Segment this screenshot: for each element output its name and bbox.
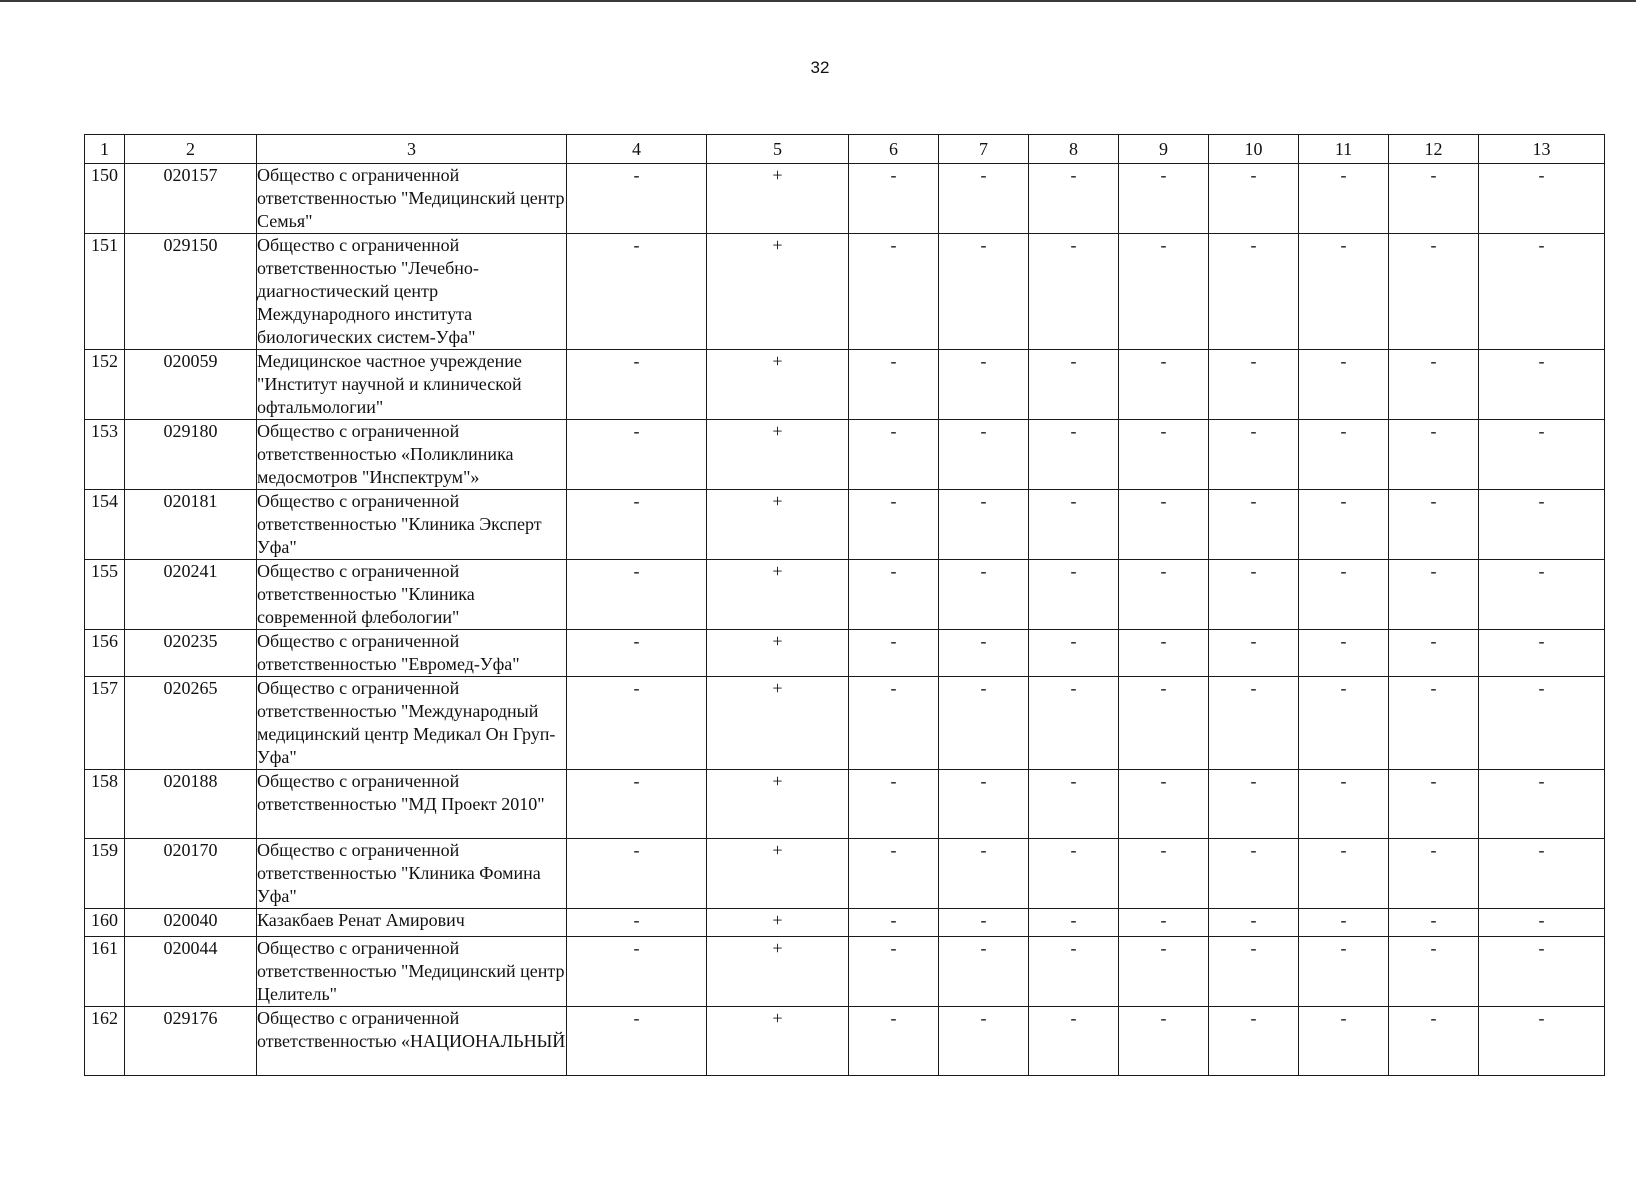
mark-cell-col-8: - [1029, 909, 1119, 937]
org-name-cell: Общество с ограниченной ответственностью "Клиника Эксперт Уфа" [257, 490, 567, 560]
mark-cell-col-6: - [849, 164, 939, 234]
mark-cell-col-6: - [849, 1007, 939, 1076]
mark-cell-col-6: - [849, 909, 939, 937]
row-number-cell: 153 [85, 420, 125, 490]
mark-cell-col-7: - [939, 1007, 1029, 1076]
org-code-cell: 029150 [125, 234, 257, 350]
org-name-cell: Общество с ограниченной ответственностью "МД Проект 2010" [257, 770, 567, 839]
row-number-cell: 156 [85, 630, 125, 677]
mark-cell-col-11: - [1299, 420, 1389, 490]
mark-cell-col-5: + [707, 839, 849, 909]
mark-cell-col-9: - [1119, 560, 1209, 630]
mark-cell-col-6: - [849, 839, 939, 909]
mark-cell-col-11: - [1299, 1007, 1389, 1076]
mark-cell-col-13: - [1479, 490, 1605, 560]
column-header-9: 9 [1119, 135, 1209, 164]
mark-cell-col-11: - [1299, 630, 1389, 677]
mark-cell-col-11: - [1299, 164, 1389, 234]
table-row [85, 839, 1605, 909]
column-header-2: 2 [125, 135, 257, 164]
mark-cell-col-12: - [1389, 490, 1479, 560]
mark-cell-col-9: - [1119, 420, 1209, 490]
mark-cell-col-12: - [1389, 164, 1479, 234]
mark-cell-col-10: - [1209, 937, 1299, 1007]
mark-cell-col-10: - [1209, 677, 1299, 770]
org-name-cell: Общество с ограниченной ответственностью "Лечебно-диагностический центр Международного института биологических систем-Уфа" [257, 234, 567, 350]
table-row [85, 490, 1605, 560]
mark-cell-col-11: - [1299, 839, 1389, 909]
mark-cell-col-5: + [707, 350, 849, 420]
row-number-cell: 154 [85, 490, 125, 560]
row-number-cell: 150 [85, 164, 125, 234]
org-name-cell: Общество с ограниченной ответственностью "Медицинский центр Целитель" [257, 937, 567, 1007]
mark-cell-col-11: - [1299, 677, 1389, 770]
org-name-cell: Общество с ограниченной ответственностью "Клиника Фомина Уфа" [257, 839, 567, 909]
mark-cell-col-12: - [1389, 770, 1479, 839]
table-body [85, 164, 1605, 1076]
mark-cell-col-12: - [1389, 909, 1479, 937]
mark-cell-col-4: - [567, 909, 707, 937]
mark-cell-col-10: - [1209, 350, 1299, 420]
mark-cell-col-6: - [849, 490, 939, 560]
row-number-cell: 161 [85, 937, 125, 1007]
mark-cell-col-13: - [1479, 420, 1605, 490]
mark-cell-col-5: + [707, 560, 849, 630]
org-name-cell: Общество с ограниченной ответственностью «НАЦИОНАЛЬНЫЙ [257, 1007, 567, 1076]
mark-cell-col-8: - [1029, 770, 1119, 839]
column-header-11: 11 [1299, 135, 1389, 164]
org-name-cell: Общество с ограниченной ответственностью "Евромед-Уфа" [257, 630, 567, 677]
mark-cell-col-6: - [849, 677, 939, 770]
mark-cell-col-5: + [707, 630, 849, 677]
table-row [85, 560, 1605, 630]
org-name-cell: Общество с ограниченной ответственностью "Клиника современной флебологии" [257, 560, 567, 630]
mark-cell-col-9: - [1119, 164, 1209, 234]
table-row [85, 909, 1605, 937]
mark-cell-col-13: - [1479, 839, 1605, 909]
mark-cell-col-7: - [939, 234, 1029, 350]
column-header-1: 1 [85, 135, 125, 164]
mark-cell-col-4: - [567, 560, 707, 630]
table-row [85, 350, 1605, 420]
mark-cell-col-4: - [567, 937, 707, 1007]
column-header-13: 13 [1479, 135, 1605, 164]
row-number-cell: 152 [85, 350, 125, 420]
table-row [85, 420, 1605, 490]
mark-cell-col-12: - [1389, 1007, 1479, 1076]
mark-cell-col-11: - [1299, 937, 1389, 1007]
table-row [85, 630, 1605, 677]
table-row [85, 770, 1605, 839]
mark-cell-col-7: - [939, 937, 1029, 1007]
column-header-12: 12 [1389, 135, 1479, 164]
org-code-cell: 020235 [125, 630, 257, 677]
org-name-cell: Общество с ограниченной ответственностью "Медицинский центр Семья" [257, 164, 567, 234]
mark-cell-col-6: - [849, 770, 939, 839]
mark-cell-col-13: - [1479, 630, 1605, 677]
mark-cell-col-12: - [1389, 937, 1479, 1007]
mark-cell-col-7: - [939, 490, 1029, 560]
mark-cell-col-12: - [1389, 839, 1479, 909]
mark-cell-col-10: - [1209, 420, 1299, 490]
table-row [85, 234, 1605, 350]
row-number-cell: 157 [85, 677, 125, 770]
mark-cell-col-8: - [1029, 490, 1119, 560]
mark-cell-col-4: - [567, 630, 707, 677]
mark-cell-col-4: - [567, 350, 707, 420]
row-number-cell: 155 [85, 560, 125, 630]
row-number-cell: 159 [85, 839, 125, 909]
mark-cell-col-7: - [939, 909, 1029, 937]
mark-cell-col-4: - [567, 1007, 707, 1076]
mark-cell-col-6: - [849, 560, 939, 630]
mark-cell-col-9: - [1119, 630, 1209, 677]
org-code-cell: 020181 [125, 490, 257, 560]
org-code-cell: 020241 [125, 560, 257, 630]
mark-cell-col-11: - [1299, 350, 1389, 420]
table-row [85, 677, 1605, 770]
mark-cell-col-6: - [849, 234, 939, 350]
mark-cell-col-13: - [1479, 937, 1605, 1007]
mark-cell-col-10: - [1209, 490, 1299, 560]
column-header-7: 7 [939, 135, 1029, 164]
mark-cell-col-5: + [707, 420, 849, 490]
mark-cell-col-4: - [567, 677, 707, 770]
mark-cell-col-8: - [1029, 420, 1119, 490]
mark-cell-col-10: - [1209, 234, 1299, 350]
org-code-cell: 029180 [125, 420, 257, 490]
mark-cell-col-9: - [1119, 490, 1209, 560]
mark-cell-col-5: + [707, 490, 849, 560]
mark-cell-col-8: - [1029, 234, 1119, 350]
mark-cell-col-8: - [1029, 630, 1119, 677]
mark-cell-col-8: - [1029, 350, 1119, 420]
column-header-6: 6 [849, 135, 939, 164]
mark-cell-col-8: - [1029, 839, 1119, 909]
mark-cell-col-5: + [707, 909, 849, 937]
mark-cell-col-8: - [1029, 677, 1119, 770]
mark-cell-col-9: - [1119, 770, 1209, 839]
column-header-3: 3 [257, 135, 567, 164]
mark-cell-col-13: - [1479, 1007, 1605, 1076]
mark-cell-col-7: - [939, 350, 1029, 420]
mark-cell-col-13: - [1479, 164, 1605, 234]
mark-cell-col-10: - [1209, 1007, 1299, 1076]
mark-cell-col-4: - [567, 839, 707, 909]
mark-cell-col-9: - [1119, 350, 1209, 420]
mark-cell-col-10: - [1209, 839, 1299, 909]
mark-cell-col-5: + [707, 770, 849, 839]
mark-cell-col-7: - [939, 420, 1029, 490]
org-code-cell: 020040 [125, 909, 257, 937]
mark-cell-col-12: - [1389, 560, 1479, 630]
mark-cell-col-4: - [567, 164, 707, 234]
org-code-cell: 029176 [125, 1007, 257, 1076]
mark-cell-col-12: - [1389, 420, 1479, 490]
mark-cell-col-11: - [1299, 909, 1389, 937]
mark-cell-col-7: - [939, 164, 1029, 234]
page-number: 32 [810, 58, 830, 77]
mark-cell-col-5: + [707, 164, 849, 234]
mark-cell-col-11: - [1299, 560, 1389, 630]
mark-cell-col-6: - [849, 350, 939, 420]
org-code-cell: 020157 [125, 164, 257, 234]
mark-cell-col-6: - [849, 420, 939, 490]
table-row [85, 164, 1605, 234]
mark-cell-col-12: - [1389, 630, 1479, 677]
mark-cell-col-12: - [1389, 677, 1479, 770]
mark-cell-col-5: + [707, 234, 849, 350]
org-name-cell: Общество с ограниченной ответственностью «Поликлиника медосмотров "Инспектрум"» [257, 420, 567, 490]
org-code-cell: 020044 [125, 937, 257, 1007]
row-number-cell: 151 [85, 234, 125, 350]
mark-cell-col-8: - [1029, 937, 1119, 1007]
column-header-5: 5 [707, 135, 849, 164]
org-code-cell: 020059 [125, 350, 257, 420]
mark-cell-col-12: - [1389, 234, 1479, 350]
mark-cell-col-4: - [567, 770, 707, 839]
mark-cell-col-10: - [1209, 560, 1299, 630]
org-name-cell: Медицинское частное учреждение "Институт научной и клинической офтальмологии" [257, 350, 567, 420]
table-row [85, 1007, 1605, 1076]
column-header-8: 8 [1029, 135, 1119, 164]
mark-cell-col-13: - [1479, 677, 1605, 770]
mark-cell-col-6: - [849, 630, 939, 677]
column-header-10: 10 [1209, 135, 1299, 164]
mark-cell-col-13: - [1479, 234, 1605, 350]
mark-cell-col-13: - [1479, 909, 1605, 937]
org-name-cell: Общество с ограниченной ответственностью "Международный медицинский центр Медикал Он Груп-Уфа" [257, 677, 567, 770]
mark-cell-col-8: - [1029, 560, 1119, 630]
mark-cell-col-10: - [1209, 909, 1299, 937]
org-code-cell: 020265 [125, 677, 257, 770]
table-header-row [85, 135, 1605, 164]
mark-cell-col-7: - [939, 630, 1029, 677]
org-code-cell: 020170 [125, 839, 257, 909]
mark-cell-col-9: - [1119, 1007, 1209, 1076]
mark-cell-col-10: - [1209, 164, 1299, 234]
mark-cell-col-11: - [1299, 234, 1389, 350]
top-scan-edge [0, 0, 1636, 2]
row-number-cell: 162 [85, 1007, 125, 1076]
mark-cell-col-5: + [707, 677, 849, 770]
mark-cell-col-11: - [1299, 770, 1389, 839]
mark-cell-col-4: - [567, 490, 707, 560]
mark-cell-col-10: - [1209, 770, 1299, 839]
mark-cell-col-13: - [1479, 350, 1605, 420]
registry-table [84, 134, 1605, 1076]
org-code-cell: 020188 [125, 770, 257, 839]
mark-cell-col-4: - [567, 420, 707, 490]
mark-cell-col-9: - [1119, 909, 1209, 937]
mark-cell-col-7: - [939, 839, 1029, 909]
mark-cell-col-7: - [939, 770, 1029, 839]
mark-cell-col-4: - [567, 234, 707, 350]
table-row [85, 937, 1605, 1007]
row-number-cell: 158 [85, 770, 125, 839]
mark-cell-col-6: - [849, 937, 939, 1007]
mark-cell-col-9: - [1119, 937, 1209, 1007]
mark-cell-col-8: - [1029, 164, 1119, 234]
mark-cell-col-9: - [1119, 234, 1209, 350]
mark-cell-col-8: - [1029, 1007, 1119, 1076]
mark-cell-col-5: + [707, 1007, 849, 1076]
mark-cell-col-9: - [1119, 839, 1209, 909]
mark-cell-col-9: - [1119, 677, 1209, 770]
mark-cell-col-10: - [1209, 630, 1299, 677]
column-header-4: 4 [567, 135, 707, 164]
mark-cell-col-13: - [1479, 770, 1605, 839]
mark-cell-col-7: - [939, 560, 1029, 630]
row-number-cell: 160 [85, 909, 125, 937]
mark-cell-col-13: - [1479, 560, 1605, 630]
org-name-cell: Казакбаев Ренат Амирович [257, 909, 567, 937]
mark-cell-col-7: - [939, 677, 1029, 770]
mark-cell-col-11: - [1299, 490, 1389, 560]
mark-cell-col-12: - [1389, 350, 1479, 420]
mark-cell-col-5: + [707, 937, 849, 1007]
